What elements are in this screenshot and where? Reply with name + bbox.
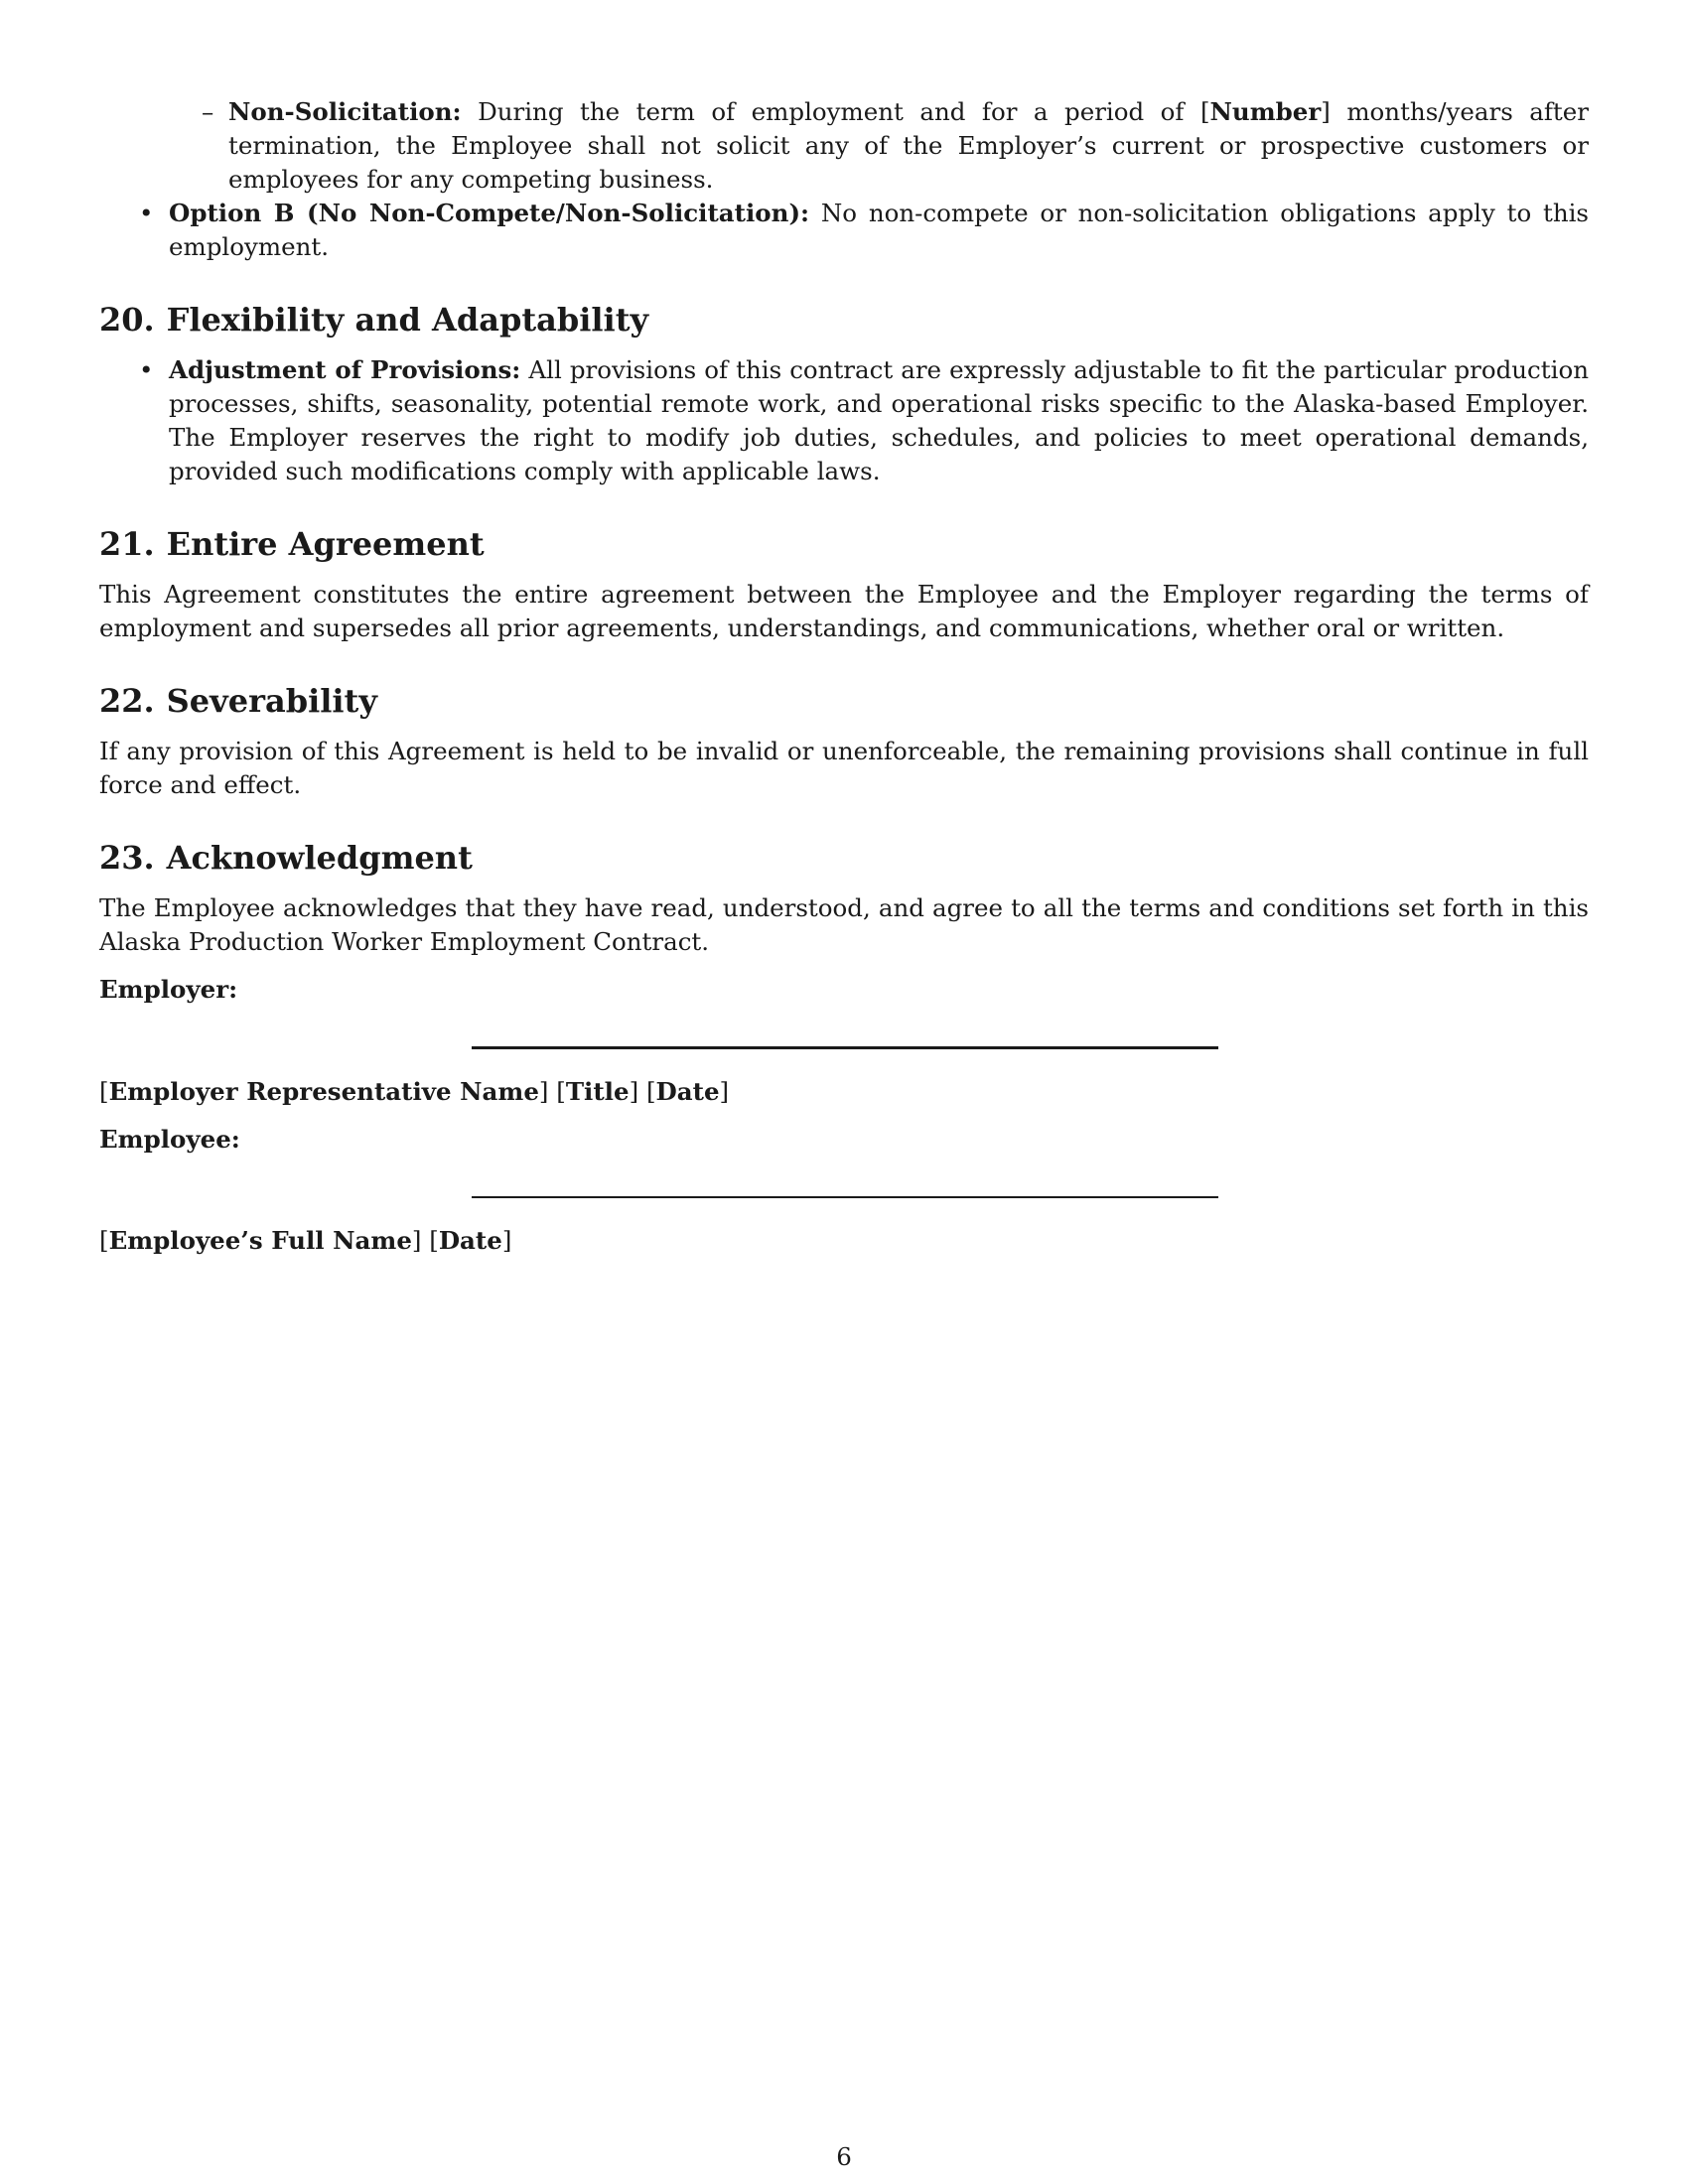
section-heading-20 <box>99 300 1589 340</box>
employee-signature-line <box>472 1196 1218 1198</box>
section-heading-22 <box>99 681 1589 721</box>
employee-signature-caption: [Employee’s Full Name] [Date] <box>99 1226 512 1255</box>
section-title: Entire Agreement <box>166 525 485 563</box>
section-number: 22. <box>99 682 155 720</box>
section-number: 23. <box>99 839 155 877</box>
employee-label: Employee: <box>99 1125 240 1154</box>
non-solicitation-label: Non-Solicitation: <box>228 97 462 126</box>
employer-signature-caption: [Employer Representative Name] [Title] [Date] <box>99 1077 730 1106</box>
bullet-marker: • <box>139 199 154 227</box>
employer-name-placeholder: Employer Representative Name <box>108 1077 539 1106</box>
employer-label: Employer: <box>99 975 238 1004</box>
adjustment-text: All provisions of this contract are expressly adjustable to fit the particular production processes, shifts, seasonality, potential remote work, and operational risks specific to the Alaska-based Employer. The Employer reserves the right to modify job duties, schedules, and policies to meet operational demands, provided such modifications comply with applicable laws. <box>169 355 1589 485</box>
employer-signature-line <box>472 1046 1218 1049</box>
employer-title-placeholder: Title <box>565 1077 630 1106</box>
section-22-paragraph: If any provision of this Agreement is held to be invalid or unenforceable, the remaining provisions shall continue in full force and effect. <box>99 737 1589 799</box>
employee-date-placeholder: Date <box>438 1226 502 1255</box>
section-21-paragraph: This Agreement constitutes the entire agreement between the Employee and the Employer regarding the terms of employment and supersedes all prior agreements, understandings, and communications, whether oral or written. <box>99 580 1589 642</box>
employer-date-placeholder: Date <box>655 1077 720 1106</box>
section-23-paragraph: The Employee acknowledges that they have read, understood, and agree to all the terms and conditions set forth in this Alaska Production Worker Employment Contract. <box>99 893 1589 956</box>
option-b-text: No non-compete or non-solicitation obligations apply to this employment. <box>169 199 1590 261</box>
number-placeholder: Number <box>1209 97 1322 126</box>
non-solicitation-item <box>99 95 1589 197</box>
option-b-label: Option B (No Non-Compete/Non-Solicitation): <box>169 199 810 227</box>
option-b-list <box>99 197 1589 264</box>
adjustment-item <box>99 353 1589 488</box>
page-number: 6 <box>836 2142 852 2171</box>
non-solicitation-text-after: months/years after termination, the Employee shall not solicit any of the Employer’s current or prospective customers or employees for any competing business. <box>228 97 1589 194</box>
section-number: 21. <box>99 525 155 563</box>
section-title: Acknowledgment <box>166 839 473 877</box>
section-title: Severability <box>166 682 377 720</box>
bullet-marker: • <box>139 355 154 384</box>
section-heading-23 <box>99 838 1589 878</box>
section-title: Flexibility and Adaptability <box>166 301 649 339</box>
section-number: 20. <box>99 301 155 339</box>
section-20-list <box>99 353 1589 488</box>
employee-name-placeholder: Employee’s Full Name <box>108 1226 412 1255</box>
placeholder-close-bracket: ] <box>1321 97 1331 126</box>
option-b-item <box>99 197 1589 264</box>
document-page <box>99 95 1589 1258</box>
section-heading-21 <box>99 524 1589 564</box>
adjustment-label: Adjustment of Provisions: <box>169 355 521 384</box>
non-solicitation-text-before: During the term of employment and for a period of <box>461 97 1200 126</box>
placeholder-open-bracket: [ <box>1199 97 1210 126</box>
dash-marker: – <box>202 97 214 126</box>
